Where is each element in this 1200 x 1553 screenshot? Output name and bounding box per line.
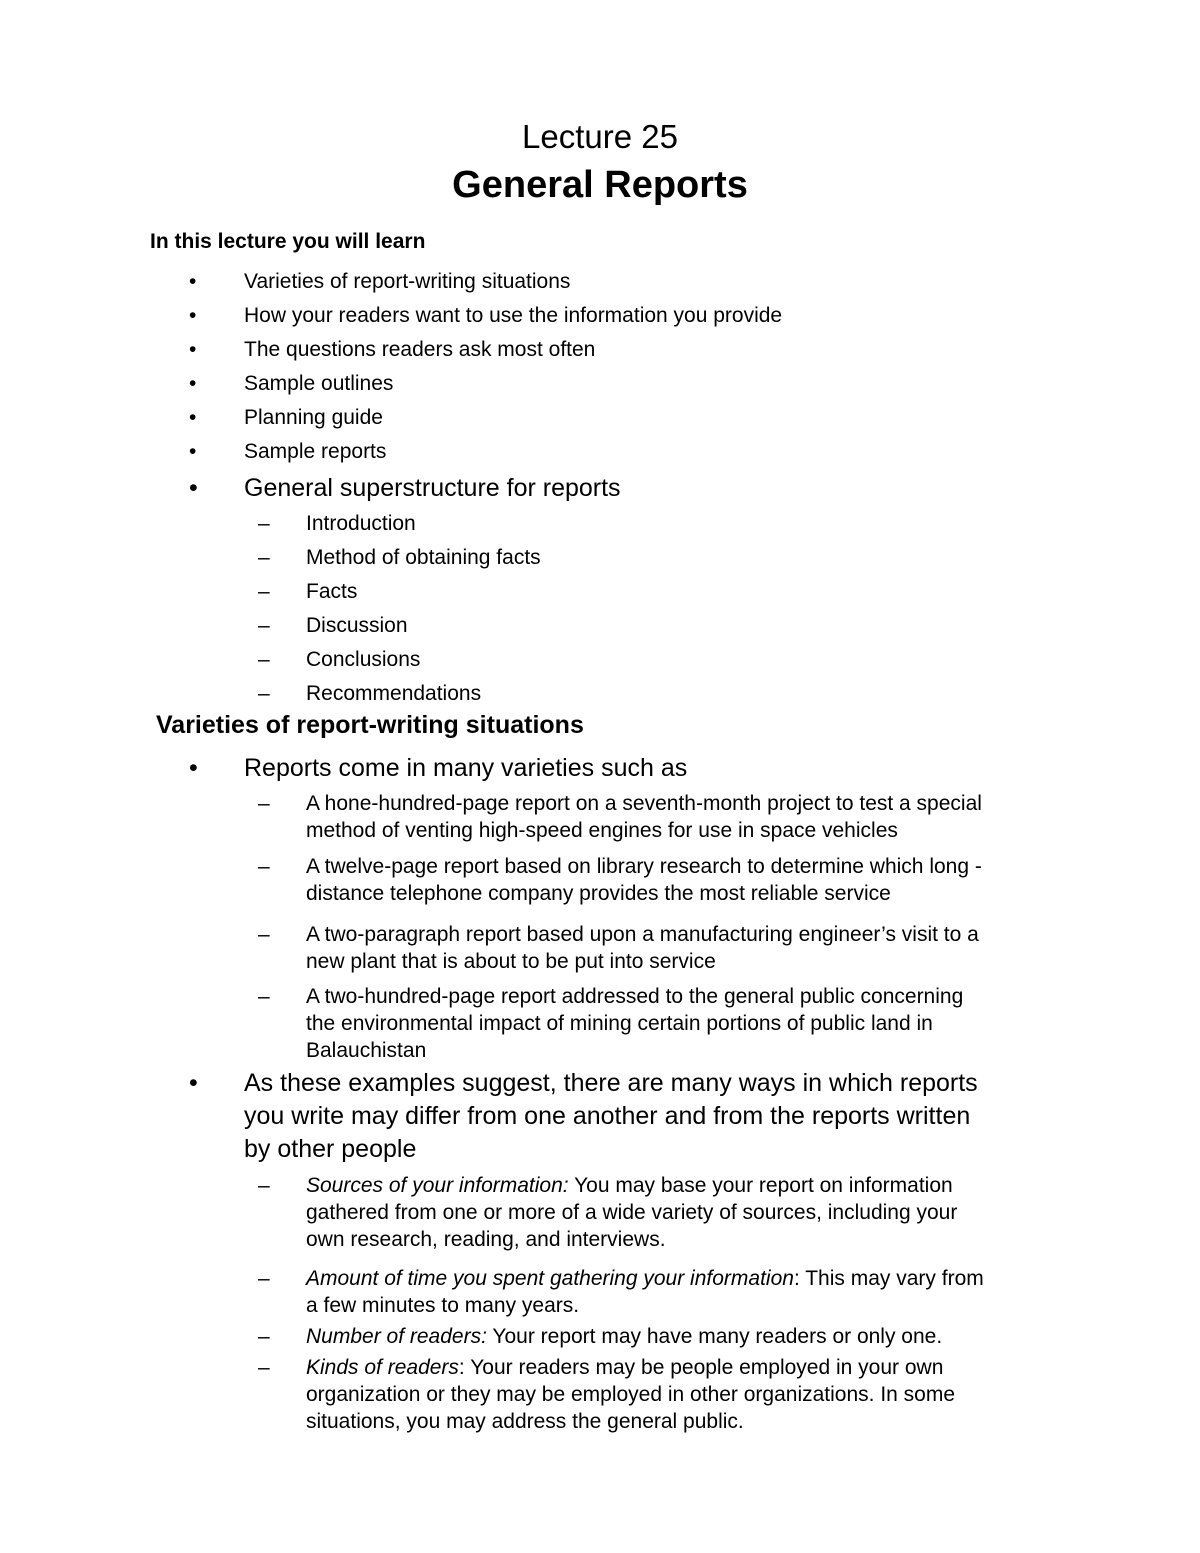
intro-item: Sample outlines	[244, 372, 394, 395]
difference-item	[306, 1172, 957, 1253]
example-line: new plant that is about to be put into service	[306, 950, 716, 973]
difference-term: Kinds of readers	[306, 1356, 459, 1379]
difference-line: situations, you may address the general public.	[306, 1410, 744, 1433]
difference-item	[306, 1265, 984, 1319]
bullet-line: you write may differ from one another and from the reports written	[244, 1102, 971, 1130]
example-item	[306, 853, 982, 907]
intro-item: How your readers want to use the information you provide	[244, 304, 783, 327]
intro-item: Varieties of report-writing situations	[244, 270, 571, 293]
difference-term: Amount of time you spent gathering your information	[306, 1267, 794, 1290]
bullet-marker: •	[189, 474, 198, 502]
example-line: A hone-hundred-page report on a seventh-month project to test a special	[306, 792, 982, 815]
lecture-number: Lecture 25	[522, 118, 678, 155]
difference-text: You may base your report on information	[568, 1174, 953, 1197]
dash-marker: –	[258, 792, 270, 815]
example-line: Balauchistan	[306, 1039, 427, 1062]
bullet-line: As these examples suggest, there are many ways in which reports	[244, 1069, 978, 1097]
bullet-marker: •	[189, 270, 197, 293]
example-line: method of venting high-speed engines for use in space vehicles	[306, 819, 898, 842]
difference-item	[306, 1354, 955, 1435]
difference-text: : This may vary from	[793, 1267, 984, 1290]
bullet-marker: •	[189, 440, 197, 463]
bullet-marker: •	[189, 1069, 198, 1097]
difference-line: gathered from one or more of a wide variety of sources, including your	[306, 1201, 958, 1224]
dash-marker: –	[258, 512, 270, 535]
example-line: the environmental impact of mining certain portions of public land in	[306, 1012, 933, 1035]
intro-item: Planning guide	[244, 406, 383, 429]
difference-text: Your report may have many readers or only one.	[486, 1325, 943, 1348]
dash-marker: –	[258, 682, 270, 705]
superstructure-item: Recommendations	[306, 682, 482, 705]
bullet-marker: •	[189, 406, 197, 429]
difference-line	[306, 1265, 984, 1292]
superstructure-item: Facts	[306, 580, 358, 603]
examples-suggest-bullet	[244, 1067, 978, 1166]
dash-marker: –	[258, 1356, 270, 1379]
bullet-marker: •	[189, 372, 197, 395]
example-item	[306, 921, 979, 975]
superstructure-item: Discussion	[306, 614, 408, 637]
example-line: A twelve-page report based on library research to determine which long -	[306, 855, 982, 878]
bullet-marker: •	[189, 754, 198, 782]
dash-marker: –	[258, 855, 270, 878]
superstructure-item: Conclusions	[306, 648, 421, 671]
difference-line: organization or they may be employed in other organizations. In some	[306, 1383, 956, 1406]
dash-marker: –	[258, 614, 270, 637]
difference-term: Sources of your information:	[306, 1174, 569, 1197]
difference-line	[306, 1172, 957, 1199]
difference-text: : Your readers may be people employed in your own	[458, 1356, 944, 1379]
superstructure-item: Method of obtaining facts	[306, 546, 541, 569]
example-item	[306, 790, 982, 844]
dash-marker: –	[258, 648, 270, 671]
intro-item: General superstructure for reports	[244, 474, 621, 502]
difference-line: own research, reading, and interviews.	[306, 1228, 666, 1251]
learn-heading: In this lecture you will learn	[150, 230, 426, 253]
example-line: A two-paragraph report based upon a manufacturing engineer’s visit to a	[306, 923, 979, 946]
dash-marker: –	[258, 1325, 270, 1348]
difference-line	[306, 1354, 955, 1381]
dash-marker: –	[258, 923, 270, 946]
bullet-marker: •	[189, 304, 197, 327]
varieties-bullet: Reports come in many varieties such as	[244, 754, 688, 782]
difference-line: a few minutes to many years.	[306, 1294, 580, 1317]
dash-marker: –	[258, 580, 270, 603]
example-line: distance telephone company provides the most reliable service	[306, 882, 891, 905]
difference-term: Number of readers:	[306, 1325, 487, 1348]
example-item	[306, 983, 963, 1064]
intro-item: The questions readers ask most often	[244, 338, 596, 361]
intro-item: Sample reports	[244, 440, 387, 463]
dash-marker: –	[258, 1174, 270, 1197]
dash-marker: –	[258, 985, 270, 1008]
dash-marker: –	[258, 1267, 270, 1290]
difference-line	[306, 1323, 942, 1350]
dash-marker: –	[258, 546, 270, 569]
difference-item	[306, 1323, 942, 1350]
page-title: General Reports	[452, 164, 748, 206]
superstructure-item: Introduction	[306, 512, 416, 535]
bullet-line: by other people	[244, 1135, 417, 1163]
bullet-marker: •	[189, 338, 197, 361]
section-heading: Varieties of report-writing situations	[156, 711, 584, 739]
example-line: A two-hundred-page report addressed to the general public concerning	[306, 985, 964, 1008]
